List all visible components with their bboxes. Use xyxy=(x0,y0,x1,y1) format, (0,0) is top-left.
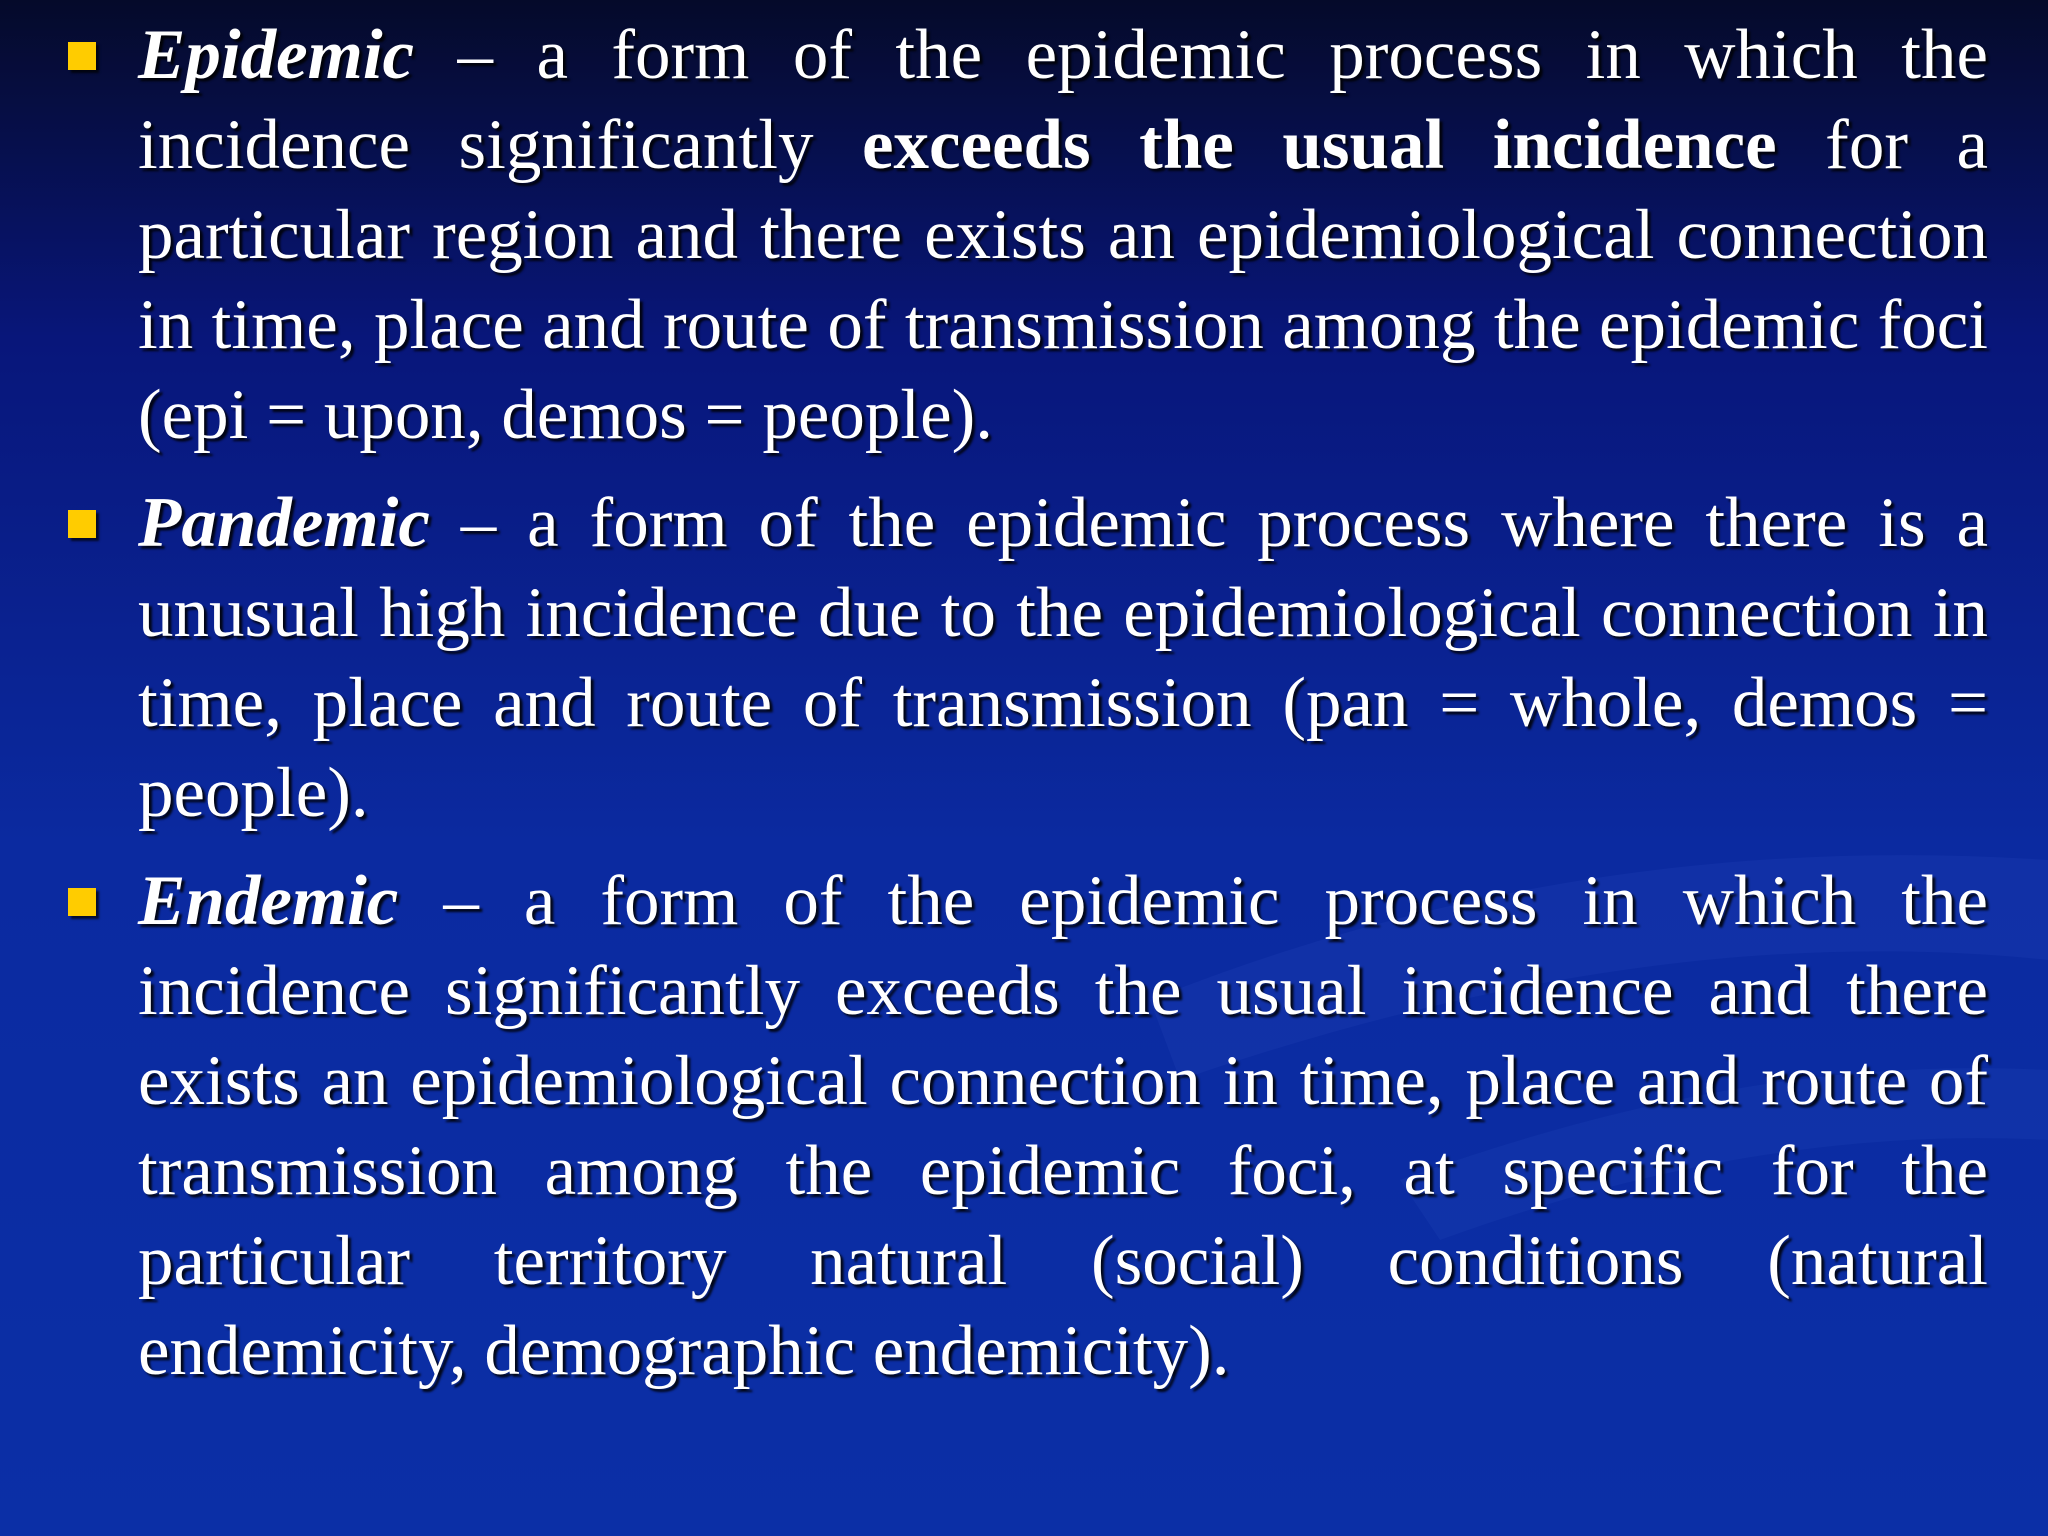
epidemic-emphasis: exceeds the usual incidence xyxy=(861,106,1777,184)
bullet-endemic xyxy=(138,856,1988,1396)
epidemic-text-after: for a particular region and there exists an epidemiological connection in time, place and route of transmission among the epidemic foci (epi = upon, demos = people). xyxy=(138,106,1988,454)
bullet-epidemic xyxy=(138,10,1988,460)
term-endemic: Endemic xyxy=(138,862,399,940)
bullet-square-icon xyxy=(68,42,96,70)
pandemic-text: – a form of the epidemic process where there is a unusual high incidence due to the epidemiological connection in time, place and route of transmission (pan = whole, demos = people). xyxy=(138,484,1988,832)
term-epidemic: Epidemic xyxy=(138,16,415,94)
bullet-square-icon xyxy=(68,510,96,538)
term-pandemic: Pandemic xyxy=(138,484,430,562)
endemic-text: – a form of the epidemic process in which the incidence significantly exceeds the usual incidence and there exists an epidemiological connection in time, place and route of transmission among the epidemic foci, at specific for the particular territory natural (social) conditions (natural endemicity, demographic endemicity). xyxy=(138,862,1988,1390)
bullet-pandemic xyxy=(138,478,1988,838)
epidemic-text-before: – a form of the epidemic process in which the incidence significantly xyxy=(138,16,1988,184)
bullet-square-icon xyxy=(68,888,96,916)
